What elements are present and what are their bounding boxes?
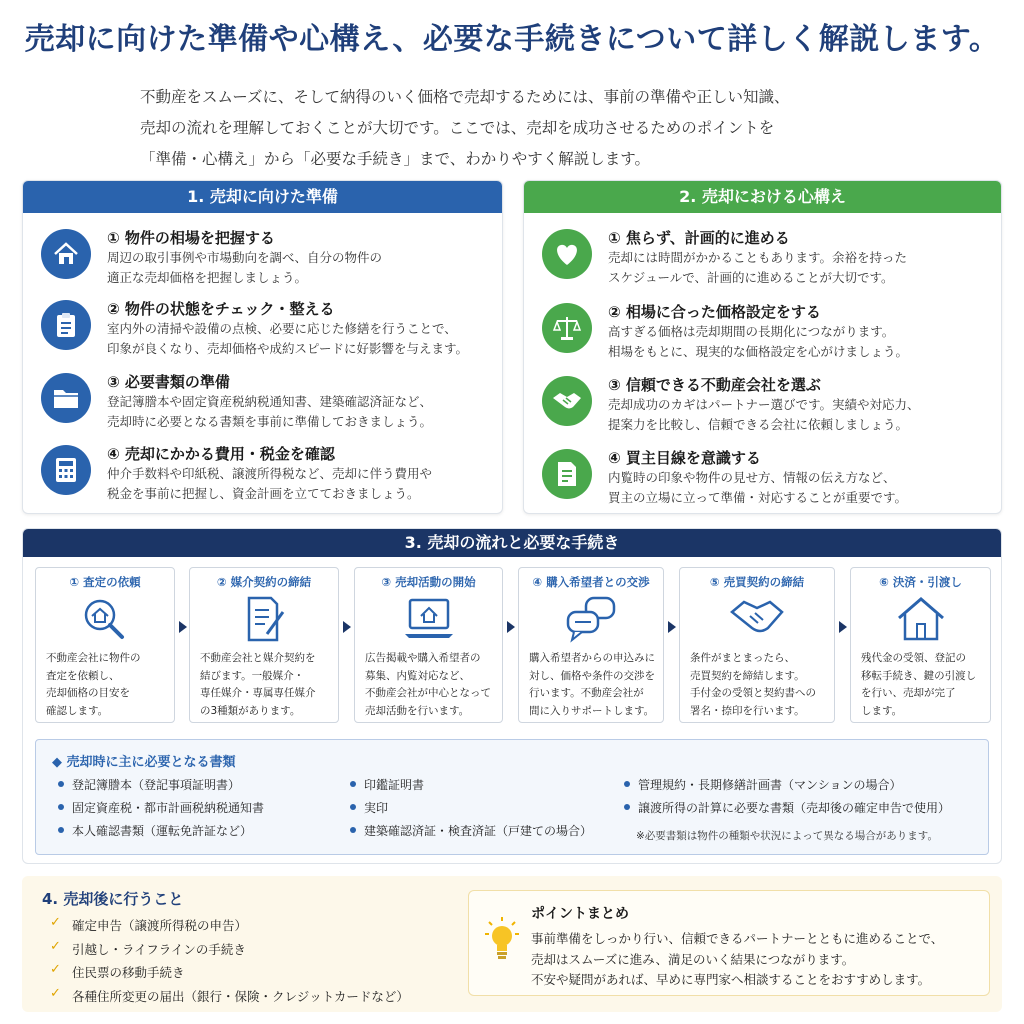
step-title: ② 媒介契約の締結 [216,575,312,589]
next-arrow-icon [179,621,187,633]
item-title: ② 物件の状態をチェック・整える [107,300,335,318]
document-item: 建築確認済証・検査済証（戸建ての場合） [350,822,592,845]
intro-line: 不動産をスムーズに、そして納得のいく価格で売却するためには、事前の準備や正しい知識、 [140,88,790,106]
after-sale-item: ✓ 住民票の移動手続き [50,962,185,980]
chat-bubbles-icon [564,594,618,644]
clipboard-icon [41,300,91,350]
item-desc: 仲介手数料や印紙税、譲渡所得税など、売却に伴う費用や 税金を事前に把握し、資金計画を立てておきましょう。 [107,466,433,501]
documents-column [624,776,950,822]
next-arrow-icon [668,621,676,633]
step-desc: 広告掲載や購入希望者の 募集、内覧対応など、 不動産会社が中心となって 売却活動を行います。 [365,652,491,717]
prep-item [41,371,491,437]
flow-step [354,567,503,723]
item-desc: 売却には時間がかかることもあります。余裕を持った スケジュールで、計画的に進めることが大切です。 [608,250,908,285]
check-icon: ✓ [50,962,61,977]
scales-icon [542,303,592,353]
after-sale-item: ✓ 各種住所変更の届出（銀行・保険・クレジットカードなど） [50,985,409,1004]
check-icon: ✓ [50,938,61,954]
after-sale-item: ✓ 確定申告（譲渡所得税の申告） [50,915,248,933]
point-desc: 事前準備をしっかり行い、信頼できるパートナーとともに進めることで、 売却はスムーズに進み、満足のいく結果につながります。 不安や疑問があれば、早めに専門家へ相談することをおすすめします。 [531,931,944,987]
after-sale-heading: 4. 売却後に行うこと [42,890,184,908]
next-arrow-icon [343,621,351,633]
document-icon [542,449,592,499]
item-title: ③ 信頼できる不動産会社を選ぶ [608,376,821,394]
item-desc: 内覧時の印象や物件の見せ方、情報の伝え方など、 買主の立場に立って準備・対応することが重要です。 [608,470,908,505]
flow-step [35,567,175,723]
prep-item [41,298,491,364]
mindset-item [542,447,992,513]
item-desc: 売却成功のカギはパートナー選びです。実績や対応力、 提案力を比較し、信頼できる会社に依頼しましょう。 [608,397,920,432]
check-icon: ✓ [50,915,61,930]
calculator-icon [41,445,91,495]
check-icon: ✓ [50,985,61,1001]
flow-step [189,567,339,723]
step-desc: 不動産会社に物件の 査定を依頼し、 売却価格の目安を 確認します。 [46,652,141,717]
step-title: ⑥ 決済・引渡し [879,575,962,589]
documents-title: ◆ 売却時に主に必要となる書類 [52,755,236,770]
page-title: 売却に向けた準備や心構え、必要な手続きについて詳しく解説します。 [24,22,1000,57]
preparation-card [22,180,503,514]
step-desc: 不動産会社と媒介契約を 結びます。一般媒介・ 専任媒介・専属専任媒介 の3種類があります。 [200,652,316,717]
item-desc: 登記簿謄本や固定資産税納税通知書、建築確認済証など、 売却時に必要となる書類を事前に準備しておきましょう。 [107,394,433,429]
item-title: ① 焦らず、計画的に進める [608,229,790,247]
after-sale-item: ✓ 引越し・ライフラインの手続き [50,938,246,957]
prep-item [41,443,491,509]
after-sale-section [22,876,1002,1012]
mindset-item [542,374,992,440]
after-sale-list [50,916,409,1010]
item-desc: 室内外の清掃や設備の点検、必要に応じた修繕を行うことで、 印象が良くなり、売却価格や成約スピードに好影響を与えます。 [107,321,469,356]
preparation-heading: 1. 売却に向けた準備 [23,181,502,213]
item-title: ① 物件の相場を把握する [107,229,275,247]
step-desc: 条件がまとまったら、 売買契約を締結します。 手付金の受領と契約書への 署名・捺印を行います。 [690,652,816,717]
step-title: ④ 購入希望者との交渉 [532,575,650,589]
step-desc: 購入希望者からの申込みに 対し、価格や条件の交渉を 行います。不動産会社が 間に入りサポートします。 [529,652,655,717]
document-item: 登記簿謄本（登記事項証明書） [58,776,264,799]
prep-item [41,227,491,293]
laptop-house-icon [402,594,456,644]
flow-step [850,567,991,723]
flow-step [679,567,835,723]
item-desc: 周辺の取引事例や市場動向を調べ、自分の物件の 適正な売却価格を把握しましょう。 [107,250,383,285]
document-item: 実印 [350,799,592,822]
house-icon [41,229,91,279]
house-search-icon [78,594,132,644]
item-desc: 高すぎる価格は売却期間の長期化につながります。 相場をもとに、現実的な価格設定を心がけましょう。 [608,324,909,359]
item-title: ④ 売却にかかる費用・税金を確認 [107,445,335,463]
house-outline-icon [894,594,948,644]
item-title: ② 相場に合った価格設定をする [608,303,821,321]
intro-line: 「準備・心構え」から「必要な手続き」まで、わかりやすく解説します。 [140,150,650,168]
step-desc: 残代金の受領、登記の 移転手続き、鍵の引渡し を行い、売却が完了 します。 [861,652,977,717]
next-arrow-icon [507,621,515,633]
flow-heading: 3. 売却の流れと必要な手続き [23,529,1001,557]
documents-note: ※必要書類は物件の種類や状況によって異なる場合があります。 [636,830,938,842]
document-item: 管理規約・長期修繕計画書（マンションの場合） [624,776,950,799]
documents-column [58,776,264,845]
item-title: ④ 買主目線を意識する [608,449,761,467]
mindset-card [523,180,1002,514]
handshake-icon [730,594,784,644]
required-documents-box [35,739,989,855]
step-title: ① 査定の依頼 [69,575,141,589]
flow-section [22,528,1002,864]
point-summary-box [468,890,990,996]
handshake-icon [542,376,592,426]
document-item: 固定資産税・都市計画税納税通知書 [58,799,264,822]
folder-icon [41,373,91,423]
mindset-item [542,227,992,293]
mindset-heading: 2. 売却における心構え [524,181,1001,213]
document-item: 本人確認書類（運転免許証など） [58,822,264,845]
intro-line: 売却の流れを理解しておくことが大切です。ここでは、売却を成功させるためのポイントを [140,119,775,137]
item-title: ③ 必要書類の準備 [107,373,230,391]
heart-icon [542,229,592,279]
point-title: ポイントまとめ [531,906,629,922]
mindset-item [542,301,992,367]
documents-column [350,776,592,845]
next-arrow-icon [839,621,847,633]
document-item: 印鑑証明書 [350,776,592,799]
step-title: ③ 売却活動の開始 [381,575,476,589]
document-item: 譲渡所得の計算に必要な書類（売却後の確定申告で使用） [624,799,950,822]
lightbulb-icon [485,917,519,961]
intro-text [140,82,940,175]
flow-step [518,567,664,723]
step-title: ⑤ 売買契約の締結 [709,575,805,589]
contract-pen-icon [237,594,291,644]
